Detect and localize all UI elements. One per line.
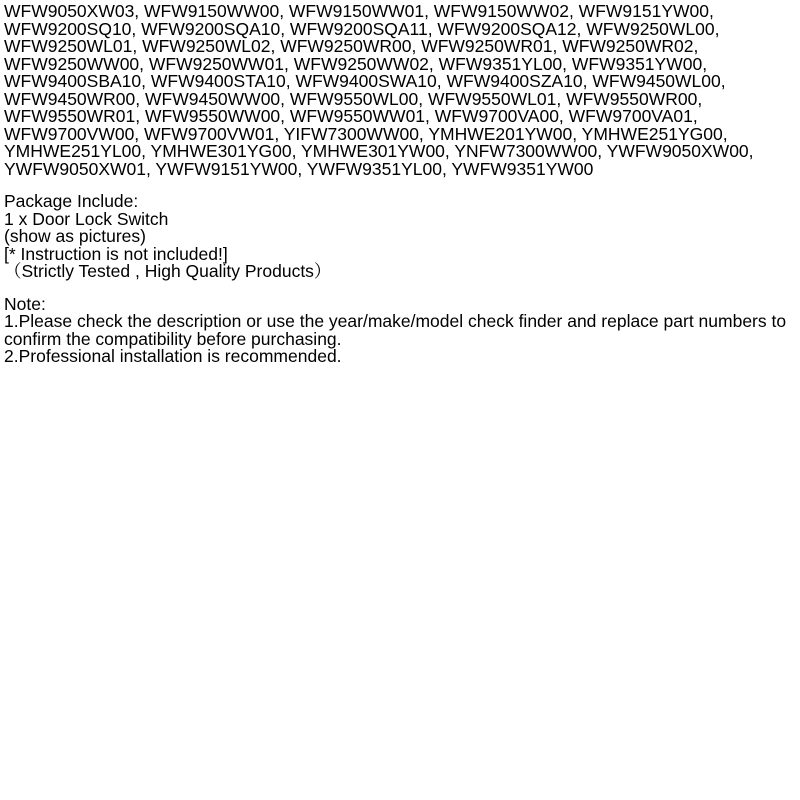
note-section <box>4 293 800 366</box>
model-list-line: YWFW9050XW01, YWFW9151YW00, YWFW9351YL00, YWFW9351YW00 <box>4 158 594 179</box>
note-line: 1.Please check the description or use the year/make/model check finder and replace part numbers to <box>4 311 787 331</box>
package-include-section <box>4 193 800 281</box>
package-note-pictures-line: (show as pictures) <box>4 226 146 246</box>
model-list-line: WFW9250WW00, WFW9250WW01, WFW9250WW02, WFW9351YL00, WFW9351YW00, <box>4 53 708 74</box>
model-list-line: WFW9700VW00, WFW9700VW01, YIFW7300WW00, YMHWE201YW00, YMHWE251YG00, <box>4 123 728 144</box>
package-quality-line: （Strictly Tested , High Quality Products） <box>4 261 332 281</box>
model-list-line: WFW9550WR01, WFW9550WW00, WFW9550WW01, WFW9700VA00, WFW9700VA01, <box>4 106 698 126</box>
model-list-line: YMHWE251YL00, YMHWE301YG00, YMHWE301YW00, YNFW7300WW00, YWFW9050XW00, <box>4 141 754 161</box>
package-item-line: 1 x Door Lock Switch <box>4 208 169 229</box>
model-list-line: WFW9400SBA10, WFW9400STA10, WFW9400SWA10, WFW9400SZA10, WFW9450WL00, <box>4 71 726 91</box>
model-list-line: WFW9450WR00, WFW9450WW00, WFW9550WL00, WFW9550WL01, WFW9550WR00, <box>4 88 703 109</box>
model-list-line: WFW9200SQ10, WFW9200SQA10, WFW9200SQA11, WFW9200SQA12, WFW9250WL00, <box>4 18 720 39</box>
model-list-line: WFW9250WL01, WFW9250WL02, WFW9250WR00, WFW9250WR01, WFW9250WR02, <box>4 36 699 56</box>
compatible-models-list <box>4 3 800 178</box>
package-include-heading: Package Include: <box>4 191 139 211</box>
note-line: 2.Professional installation is recommended. <box>4 346 342 366</box>
package-instruction-line: [* Instruction is not included!] <box>4 243 228 264</box>
note-heading: Note: <box>4 293 46 314</box>
note-line: confirm the compatibility before purchasing. <box>4 328 342 349</box>
model-list-line: WFW9050XW03, WFW9150WW00, WFW9150WW01, WFW9150WW02, WFW9151YW00, <box>4 1 714 21</box>
